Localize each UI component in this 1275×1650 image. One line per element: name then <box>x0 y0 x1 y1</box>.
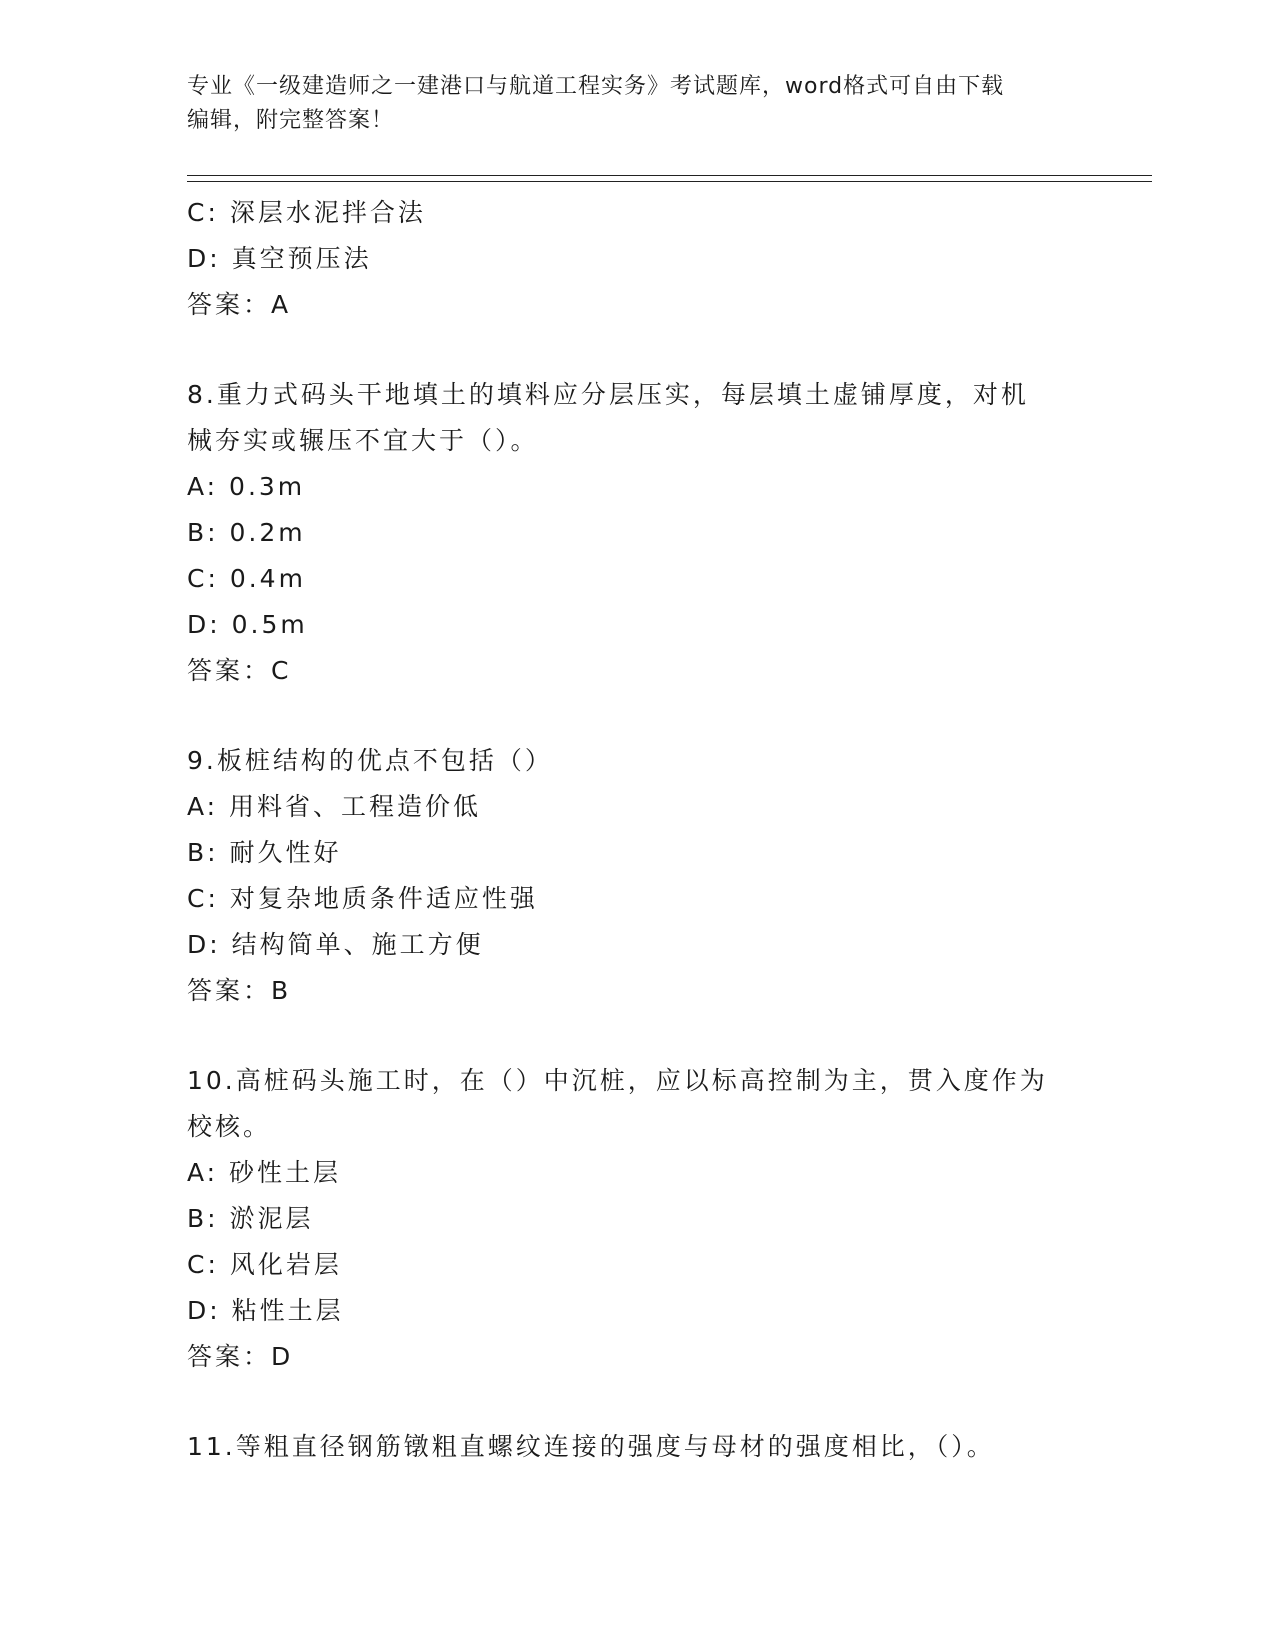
header-line-1: 专业《一级建造师之一建港口与航道工程实务》考试题库，word格式可自由下载 <box>187 74 1005 99</box>
option-b: B: 0.2m <box>187 518 306 547</box>
question-stem: 9.板桩结构的优点不包括（） <box>187 746 553 775</box>
question-stem-cont: 校核。 <box>187 1112 272 1141</box>
question-7-tail <box>187 190 1087 328</box>
option-c: C: 风化岩层 <box>187 1250 342 1279</box>
header-divider-top <box>187 175 1152 176</box>
question-9 <box>187 738 1087 1014</box>
answer-line: 答案：A <box>187 290 292 319</box>
option-b: B: 耐久性好 <box>187 838 342 867</box>
question-stem-cont: 械夯实或辗压不宜大于（）。 <box>187 426 539 455</box>
option-d: D: 0.5m <box>187 610 308 639</box>
document-header <box>187 70 1087 138</box>
question-list <box>187 190 1087 1470</box>
header-divider-bottom <box>187 181 1152 182</box>
answer-line: 答案：D <box>187 1342 294 1371</box>
option-c: C: 深层水泥拌合法 <box>187 198 426 227</box>
option-a: A: 砂性土层 <box>187 1158 342 1187</box>
option-a: A: 0.3m <box>187 472 306 501</box>
question-8 <box>187 372 1087 694</box>
option-d: D: 真空预压法 <box>187 244 372 273</box>
answer-line: 答案：B <box>187 976 292 1005</box>
spacer <box>187 1380 1087 1424</box>
spacer <box>187 328 1087 372</box>
option-d: D: 结构简单、施工方便 <box>187 930 484 959</box>
spacer <box>187 1014 1087 1058</box>
question-11 <box>187 1424 1087 1470</box>
question-10 <box>187 1058 1087 1380</box>
option-c: C: 对复杂地质条件适应性强 <box>187 884 538 913</box>
answer-line: 答案：C <box>187 656 292 685</box>
spacer <box>187 694 1087 738</box>
question-stem: 10.高桩码头施工时，在（）中沉桩，应以标高控制为主，贯入度作为 <box>187 1066 1048 1095</box>
option-c: C: 0.4m <box>187 564 306 593</box>
option-b: B: 淤泥层 <box>187 1204 314 1233</box>
header-line-2: 编辑，附完整答案！ <box>187 108 395 133</box>
question-stem: 8.重力式码头干地填土的填料应分层压实，每层填土虚铺厚度，对机 <box>187 380 1029 409</box>
option-d: D: 粘性土层 <box>187 1296 344 1325</box>
option-a: A: 用料省、工程造价低 <box>187 792 482 821</box>
question-stem: 11.等粗直径钢筋镦粗直螺纹连接的强度与母材的强度相比，（）。 <box>187 1432 995 1461</box>
